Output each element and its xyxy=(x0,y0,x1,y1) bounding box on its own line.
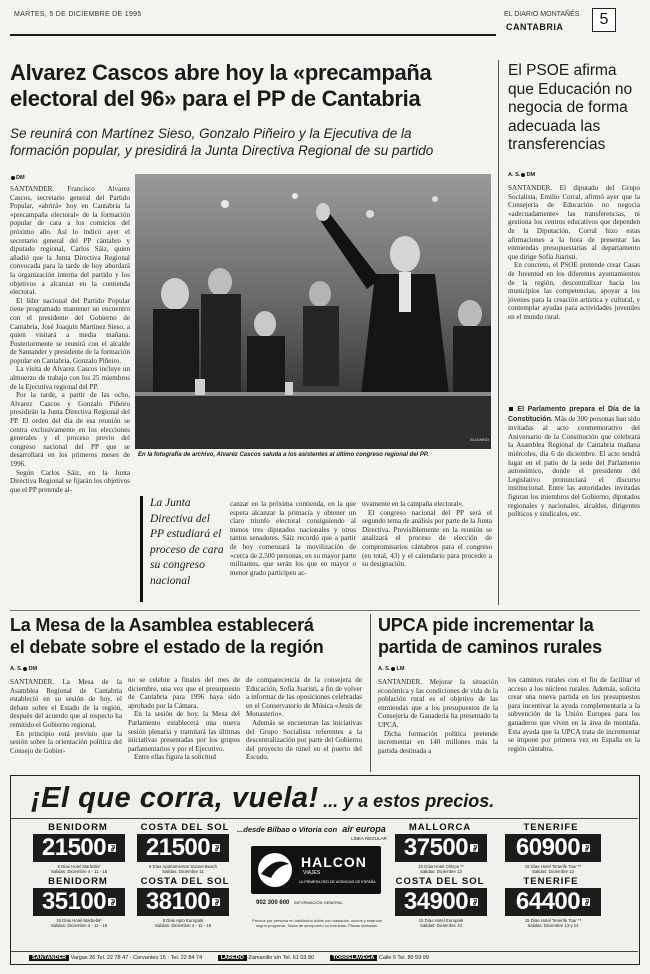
side-byline: A. S. DM xyxy=(508,172,536,178)
pullquote-text: La Junta Directiva del PP estudiará el proceso de cara su congreso nacional xyxy=(150,497,224,587)
photo-caption: En la fotografía de archivo, Alvarez Cascos saluda a los asistentes al último congreso regional del PP. xyxy=(138,452,429,458)
price-box: 21500 Pts xyxy=(33,834,125,862)
price-box: 37500 Pts xyxy=(395,834,487,862)
bullet-icon xyxy=(23,667,27,671)
office-city: SANTANDER xyxy=(29,955,69,961)
brief-title: El Parlamento prepara el Día de la Constitución. xyxy=(508,406,640,423)
photo-credit: ELDIARIO xyxy=(470,437,489,442)
airline-logo: air europa xyxy=(342,824,386,834)
office-city: LAREDO xyxy=(218,955,247,961)
side-body: SANTANDER. El diputado del Grupo Socialista, Emilio Corral, afirmó ayer que la Consejería de Educación no negocia «adecuadamente» las transferencias, ni gestiona los centros educativos que dependen de la Diputación. Corral hizo estas afirmaciones a la hora de presentar las enmiendas presupuestarias al departamento que dirige Sofía Juaristi. En concreto, el PSOE pretende crear Casas de Juventud en los diferentes ayuntamientos de la región, descentralizar hacia los municipios las competencias, apoyar a los jóvenes para la creación artística y cultural, y contemplar ayudas para actividades juveniles en el mundo rural. xyxy=(508,184,640,321)
price-box: 34900 Pts xyxy=(395,888,487,916)
mesa-byline: A. S. DM xyxy=(10,666,38,672)
side-brief: El Parlamento prepara el Día de la Constitución. Más de 300 personas han sido invitadas al acto conmemorativo del Aniversario de la Constitución que celebrará la Asamblea Regional de Cantabria mañana miércoles, día 6 de diciembre. El acto tendrá lugar en el patio de la sede del Parlamento autonómico, donde el presidente del Legislativo pronunciará el discurso institucional. Entre las autoridades invitadas figuran los miembros del Gobierno, diputados regionales y nacionales, alcaldes, dirigentes políticos y sindicales, etc. xyxy=(508,406,640,519)
square-bullet-icon xyxy=(509,407,513,411)
price-box: 21500 Pts xyxy=(137,834,229,862)
bullet-icon xyxy=(11,176,15,180)
mesa-headline: La Mesa de la Asamblea establecerá el debate sobre el estado de la región xyxy=(10,615,324,657)
lead-subhead: Se reunirá con Martínez Sieso, Gonzalo Piñeiro y la Ejecutiva de la formación popular, y presidirá la Junta Directiva Regional de su partido xyxy=(10,126,434,158)
paper-name: EL DIARIO MONTAÑÉS xyxy=(504,11,580,18)
lead-column-3: canzar en la próxima contienda, en la que espera alcanzar la primacía y obtener un claro triunfo electoral consiguiendo al menos tres diputados nacionales y otros tantos senadores. Sáiz recordó que a partir de hoy comenzará la movilización de «cerca de 2.500 personas, en su mayor parte militantes, que serán los que en mayor o menor grado participen ac- xyxy=(230,500,356,577)
destination-label: COSTA DEL SOL xyxy=(140,876,230,887)
mesa-column-2: no se celebre a finales del mes de diciembre, una vez que el presupuesto de Cantabria para 1996 haya sido aprobado por la Cámara. En la sesión de hoy, la Mesa del Parlamento establecerá una nueva sesión plenaria y tramitará las últimas iniciativas presentadas por los grupos parlamentarios y por el Ejecutivo. Entre ellas figura la solicitud xyxy=(128,676,240,762)
ad-slogan-rule xyxy=(11,818,638,819)
pullquote-box xyxy=(140,496,226,602)
offer-note: 8 Días Apartamentos Sunset Beach Salidas: Diciembre 11 xyxy=(148,864,218,874)
halcon-logo: HALCON VIAJES LA PRIMERA RED DE AGENCIAS DE ESPAÑA xyxy=(251,846,381,894)
side-headline: El PSOE afirma que Educación no negocia de forma adecuada las transferencias xyxy=(508,62,633,153)
price-box: 64400 Pts xyxy=(505,888,601,916)
price-box: 35100 Pts xyxy=(33,888,125,916)
price-box: 38100 Pts xyxy=(137,888,229,916)
offices-strip: SANTANDER Vargas 26 Tel. 22 78 47 - Cervantes 15 · Tel. 22 84 74 LAREDO Zamanillo s/n Tel. 61 03 80 TORRELAVEGA Calle 6 Tel. 80 59 99 xyxy=(11,951,638,963)
mesa-column-3: de comparecencia de la consejera de Educación, Sofía Juaristi, a fin de volver a informar de las oposiciones celebradas en el Conservatorio de Música «Jesús de Monasterio». Además se encuentran las iniciativas del Grupo Socialista referentes a la descentralización por parte del Gobierno del proyecto de túnel en el puerto del Escudo. xyxy=(246,676,362,762)
ad-desde: ...desde Bilbao o Vitoria con air europa xyxy=(237,824,386,834)
offer-note: 15 Días Hotel Europark Salidas: Diciembre 13 xyxy=(418,918,464,928)
travel-advertisement xyxy=(10,775,640,965)
destination-label: TENERIFE xyxy=(523,876,579,887)
conference-photo-illustration xyxy=(135,174,491,449)
offer-note: 15 Días Hotel Marbella* Salidas: Diciembre 4 - 11 - 18 xyxy=(50,918,108,928)
price-box: 60900 Pts xyxy=(505,834,601,862)
bullet-icon xyxy=(391,667,395,671)
offer-note: 15 Días Hotel Tenerife Tour ** Salidas: Diciembre 13 xyxy=(524,864,582,874)
section-name: CANTABRIA xyxy=(506,22,564,32)
destination-label: TENERIFE xyxy=(523,822,579,833)
lead-column-1: SANTANDER. Francisco Alvarez Cascos, secretario general del Partido Popular, «abrirá» hoy en Cantabria la «precampaña electoral» de la formación popular de cara a los comicios del próximo año. Así lo indicó ayer el secretario general del PP cántabro y diputado regional, Carlos Sáiz, quien añadió que la Junta Directiva Regional convocada para la tarde de hoy abordará la organización interna del partido y los objetivos a alcanzar en la contienda electoral. El líder nacional del Partido Popular tiene programado mantener un encuentro con el presidente del Gobierno de Cantabria, José Joaquín Martínez Sieso, a quien visitará a media mañana. Posteriormente se reunirá con el alcalde de Santander y presidente de la formación popular en Cantabria, Gonzalo Piñeiro. La visita de Alvarez Cascos incluye un almuerzo de trabajo con los 25 miembros de la Ejecutiva regional del PP. Por la tarde, a partir de las ocho, Alvarez Cascos y Gonzalo Piñeiro presidirán la Junta Directiva Regional del PP. El orden del día de esa reunión se centra exclusivamente en los elecciones generales y el proceso previo del congreso nacional del PP que se desarrollará en los primeros meses de 1996. Según Carlos Sáiz, en la Junta Directiva Regional se fijarán los objetivos que el PP pretende al- xyxy=(10,185,130,494)
header-rule xyxy=(10,34,496,36)
offer-note: 10 Días Hotel Olimpo ** Salidas: Diciembre 13 xyxy=(418,864,464,874)
issue-date: MARTES, 5 DE DICIEMBRE DE 1995 xyxy=(14,11,142,18)
destination-label: MALLORCA xyxy=(408,822,472,833)
upca-column-1: SANTANDER. Mejorar la situación económica y las condiciones de vida de la población rural es el objetivo de las enmiendas que a los presupuestos de la Consejería de Ganadería ha presentado la UPCA. Dicha formación política pretende incrementar en 140 millones más la partida destinada a xyxy=(378,678,498,755)
lead-headline: Alvarez Cascos abre hoy la «precampaña electoral del 96» para el PP de Cantabria xyxy=(10,60,432,111)
offer-note: 8 Días Hotel Marbella* Salidas: Diciembre 4 - 11 - 18 xyxy=(50,864,108,874)
upca-headline: UPCA pide incrementar la partida de caminos rurales xyxy=(378,615,602,657)
lead-column-4: tivamente en la campaña electoral». El congreso nacional del PP será el segundo tema de análisis por parte de la Junta Directiva. Previsiblemente en la reunión se analizará el proceso de elección de compromisarios cántabros para el congreso (en total, 43) y el calendario para proceder a su designación. xyxy=(362,500,492,569)
upca-byline: A. S. LM xyxy=(378,666,405,672)
page-number: 5 xyxy=(592,8,616,32)
offer-note: 15 Días Hotel Tenerife Tour ** Salidas: Diciembre 13 y 14 xyxy=(524,918,582,928)
section-rule xyxy=(10,610,640,611)
ad-linea: LÍNEA REGULAR xyxy=(351,836,387,841)
column-divider xyxy=(498,60,499,605)
destination-label: COSTA DEL SOL xyxy=(140,822,230,833)
lead-photo xyxy=(135,174,491,449)
destination-label: BENIDORM xyxy=(48,822,108,833)
ad-slogan: ¡El que corra, vuela! ... y a estos precios. xyxy=(31,782,495,814)
destination-label: COSTA DEL SOL xyxy=(395,876,485,887)
lead-byline: DM xyxy=(10,175,25,181)
offer-note: 8 Días Apto Europark Salidas: Diciembre 4 - 11 - 18 xyxy=(154,918,212,928)
column-divider-lower xyxy=(370,614,371,772)
bullet-icon xyxy=(521,173,525,177)
halcon-phone: 902 300 600 INFORMACIÓN GENERAL xyxy=(256,900,343,906)
fine-print: Precios por persona en habitación doble con traslados, vuelos y estancia según programa. Tasas de aeropuerto no incluidas. Plazas limitadas. xyxy=(252,918,382,928)
office-city: TORRELAVEGA xyxy=(330,955,378,961)
upca-column-2: los caminos rurales con el fin de facilitar el acceso a los núcleos rurales. Además, solicita crear una nueva partida en los presupuestos para incentivar la ayuda complementaria a la subvención de la Unión Europea para los ganaderos que viven en la área de montaña. Esta ayuda que la UPCA trata de incrementar se impone por primera vez en España en la región cántabra. xyxy=(508,676,640,753)
falcon-icon xyxy=(255,850,295,890)
destination-label: BENIDORM xyxy=(48,876,108,887)
mesa-column-1: SANTANDER. La Mesa de la Asamblea Regional de Cantabria estableció en su sesión de hoy, el debate sobre el Estado de la región, después del acuerdo que al respecto ha remitido el Gobierno regional. En principio está previsto que la sesión sobre la orientación política del Consejo de Gobier- xyxy=(10,678,122,755)
